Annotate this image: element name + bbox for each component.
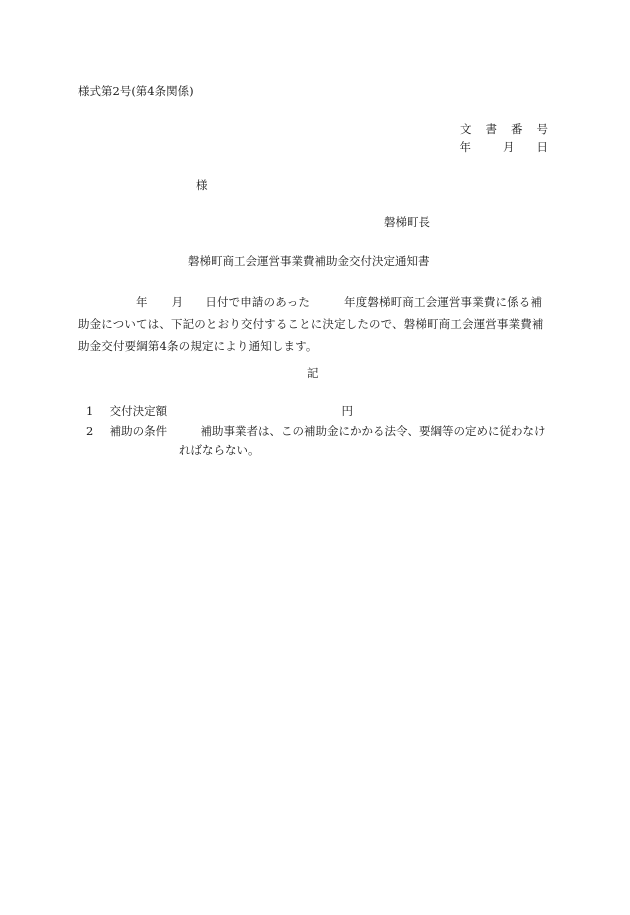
body-year: 年	[136, 295, 148, 309]
doc-number-char: 文	[460, 122, 472, 136]
body-month: 月	[171, 295, 184, 309]
item-value: 補助事業者は、この補助金にかかる法令、要綱等の定めに従わなけ	[200, 424, 546, 438]
date-year: 年	[459, 140, 471, 154]
item-label: 補助の条件	[109, 424, 168, 438]
date-day: 日	[536, 140, 548, 154]
body-line-3: 助金交付要綱第4条の規定により通知します。	[78, 339, 318, 353]
item-label: 交付決定額	[109, 404, 168, 418]
body-line-2: 助金については、下記のとおり交付することに決定したので、磐梯町商工会運営事業費補	[78, 317, 544, 331]
item-value: 円	[341, 404, 353, 418]
doc-number-char: 番	[511, 122, 523, 136]
recipient-suffix: 様	[196, 178, 208, 192]
list-item	[86, 406, 353, 418]
item-number: 1	[86, 404, 94, 418]
list-item	[86, 426, 545, 438]
body-paragraph	[78, 291, 550, 357]
form-label: 様式第2号(第4条関係)	[78, 84, 194, 98]
doc-number-char: 書	[485, 122, 497, 136]
date-month: 月	[503, 140, 515, 154]
doc-number-char: 号	[536, 122, 548, 136]
document-title: 磐梯町商工会運営事業費補助金交付決定通知書	[188, 254, 430, 268]
item-number: 2	[86, 424, 94, 438]
item-value-continuation: ればならない。	[179, 443, 260, 457]
body-line-1	[78, 291, 550, 313]
ki-heading: 記	[307, 366, 319, 380]
body-day-text: 日付で申請のあった	[205, 295, 311, 309]
date-line	[460, 142, 549, 154]
issuer-name: 磐梯町長	[384, 215, 430, 229]
document-number-label	[460, 124, 548, 136]
body-line1-rest: 年度磐梯町商工会運営事業費に係る補	[344, 295, 543, 309]
